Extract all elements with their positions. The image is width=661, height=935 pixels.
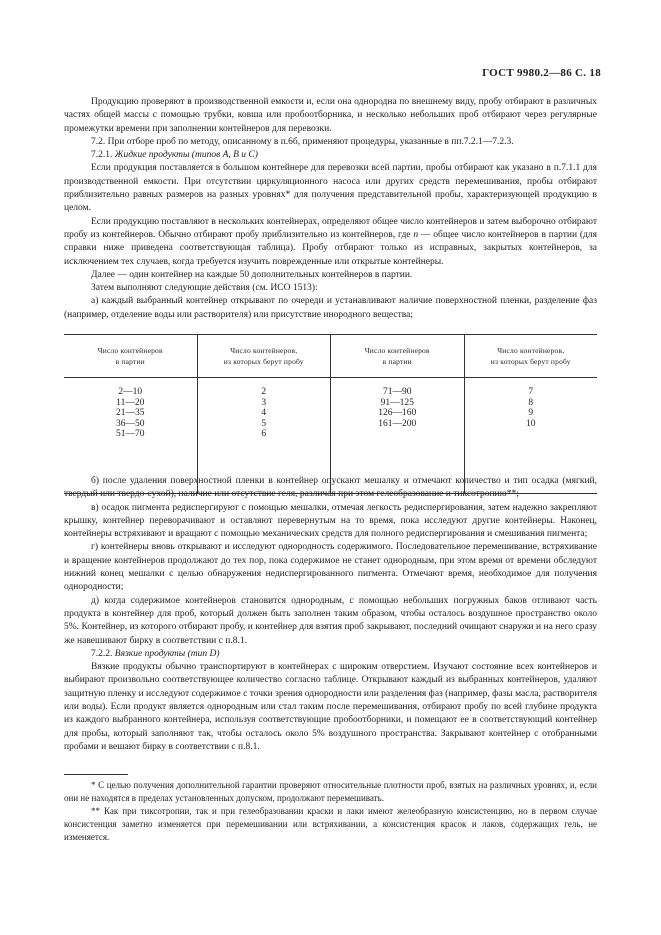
table-cell: 36—50: [116, 418, 145, 429]
table-cell: 5: [261, 418, 267, 429]
table-cell: 4: [261, 408, 267, 419]
subsection-heading: [64, 149, 597, 162]
table-cell: 11—20: [116, 397, 145, 408]
subsection-number: 7.2.1.: [91, 150, 115, 161]
table-cell: 161—200: [378, 418, 417, 429]
table-cell: 2: [261, 387, 267, 397]
table-cell: 3: [261, 397, 267, 408]
subsection-number: 7.2.2.: [91, 648, 115, 659]
table-cell: 126—160: [378, 408, 417, 419]
paragraph: Затем выполняют следующие действия (см. ИСО 1513):: [91, 283, 318, 294]
table-header-cell: Число контейнеров, из которых берут пробу: [197, 335, 331, 377]
paragraph: Продукцию проверяют в производственной емкости и, если она однородна по внешнему виду, пробу отбирают в различных частях общей массы с помощью трубки, ковша или пробоотборника, и несколько небольших проб отбирают через регулярные промежутки времени при заполнении контейнеров для перевозки.: [64, 97, 597, 134]
paragraph: б) после удаления поверхностной пленки в контейнер опускают мешалку и отмечают количество и тип осадка (мягкий, твердый или твердо-сухой), наличие или отсутствие геля, различая при этом гелеобразование и тиксотропию**;: [64, 476, 597, 500]
table-cell: 71—90: [383, 387, 412, 397]
table-cell: 6: [261, 429, 267, 440]
table-cell: 21—35: [116, 408, 145, 419]
table-cell: 7: [528, 387, 534, 397]
text-span: Если продукцию поставляют в нескольких контейнерах, определяют общее число контейнеров и затем выборочно отбирают пробу из контейнеров. Обычно отбирают пробу приблизительно из контейнеров, где: [64, 216, 597, 240]
paragraph: Если продукция поставляется в большом контейнере для перевозки всей партии, пробы отбирают как указано в п.7.1.1 для производственной емкости. При отсутствии циркуляционного насоса или других средств перемешивания, пробы отбирают приблизительно равных размеров на разных уровнях* для получения представительной пробы, характеризующей продукцию в целом.: [64, 163, 597, 214]
table-cell: 2—10: [118, 387, 143, 397]
table-cell: 9: [528, 408, 534, 419]
paragraph: Вязкие продукты обычно транспортируют в контейнерах с широким отверстием. Изучают состояние всех контейнеров и выбирают произвольно соответствующее количество согласно таблице. Открывают каждый из выбранных контейнеров, удаляют защитную пленку и исследуют содержимое с точки зрения однородности или разделения фаз (например, фазы масла, растворителя или воды). Если продукт является однородным или стал таким после перемешивания, отбирают пробу по всей глубине продукта из каждого выбранного контейнера, используя соответствующие пробоотборники, и помещают ее в соответствующий контейнер для пробы, который заполняют так, чтобы осталось около 5% воздушного пространства. Закрывают контейнер с отобранными пробами и вешают бирку в соответствии с п.8.1.: [64, 662, 597, 752]
table-cell: 8: [528, 397, 534, 408]
footnote: ** Как при тиксотропии, так и при гелеобразовании краски и лаки имеют желеобразную консистенцию, но в первом случае консистенция заметно изменяется при перемешивании или встряхивании, а консистенция красок и лаков, содержащих гель, не изменяется.: [64, 806, 597, 842]
body-text-top: [64, 96, 597, 322]
table-header-cell: Число контейнеров, из которых берут пробу: [464, 335, 598, 377]
footnote: * С целью получения дополнительной гарантии проверяют относительные плотности проб, взятых на различных уровнях, и, если они не находятся в пределах установленных допуском, продолжают перемешивать.: [64, 780, 597, 803]
subsection-title: Вязкие продукты (тип D): [114, 648, 220, 659]
sampling-table: [64, 334, 597, 494]
text-span: — общее число контейнеров в партии (для справки ниже приведена соответствующая таблица). Пробу отбирают только из исправных, закрытых контейнеров, за исключением тех случаев, когда требуется изучить поврежденные или открытые контейнеры.: [64, 229, 598, 267]
footnotes: [64, 779, 597, 844]
paragraph: а) каждый выбранный контейнер открывают по очереди и устанавливают наличие поверхностной пленки, разделение фаз (например, отделение воды или растворителя) или присутствие инородного вещества;: [64, 296, 597, 320]
paragraph: 7.2. При отборе проб по методу, описанному в п.6б, применяют процедуры, указанные в пп.7.2.1—7.2.3.: [91, 136, 514, 147]
paragraph: в) осадок пигмента редиспергируют с помощью мешалки, отмечая легкость редиспергирования, затем надежно закрепляют крышку, контейнер переворачивают и оставляют перевернутым на то время, пока исследуют другие контейнеры. Наконец, контейнеры встряхивают и вращают с помощью механических средств для полного редиспергирования и смешивания пигмента;: [64, 502, 597, 540]
table-cell: 91—125: [380, 397, 414, 408]
paragraph: Далее — один контейнер на каждые 50 дополнительных контейнеров в партии.: [91, 269, 413, 280]
table-header: [64, 335, 597, 378]
table-header-cell: Число контейнеров в партии: [330, 335, 464, 377]
table-cell: 10: [526, 418, 536, 429]
page-header: ГОСТ 9980.2—86 С. 18: [482, 67, 601, 79]
paragraph: г) контейнеры вновь открывают и исследуют однородность содержимого. Последовательное перемешивание, встряхивание и вращение контейнеров продолжают до тех пор, пока содержимое не станет однородным, при этом время от времени обследуют нижний конец мешалки с целью обнаружения недиспергированного пигмента. Отмечают время, необходимое для получения однородности;: [64, 542, 597, 593]
subsection-title: Жидкие продукты (типов А, В и С): [114, 150, 258, 161]
body-text-bottom: [64, 475, 597, 754]
table-header-cell: Число контейнеров в партии: [97, 346, 163, 366]
table-cell: 51—70: [116, 429, 145, 440]
subsection-heading: [64, 648, 597, 661]
paragraph: [64, 216, 597, 269]
footnote-rule: [64, 774, 128, 775]
variable-n: n: [413, 229, 419, 240]
paragraph: д) когда содержимое контейнеров становится однородным, с помощью небольших погружных баков отливают часть продукта в контейнер для проб, который должен быть заполнен таким образом, чтобы осталось воздушное пространство около 5%. Контейнер, из которого отбирают пробу, и контейнер для взятия проб закрывают, последний очищают снаружи и на него сразу же навешивают бирку в соответствии с п.8.1.: [64, 595, 597, 646]
